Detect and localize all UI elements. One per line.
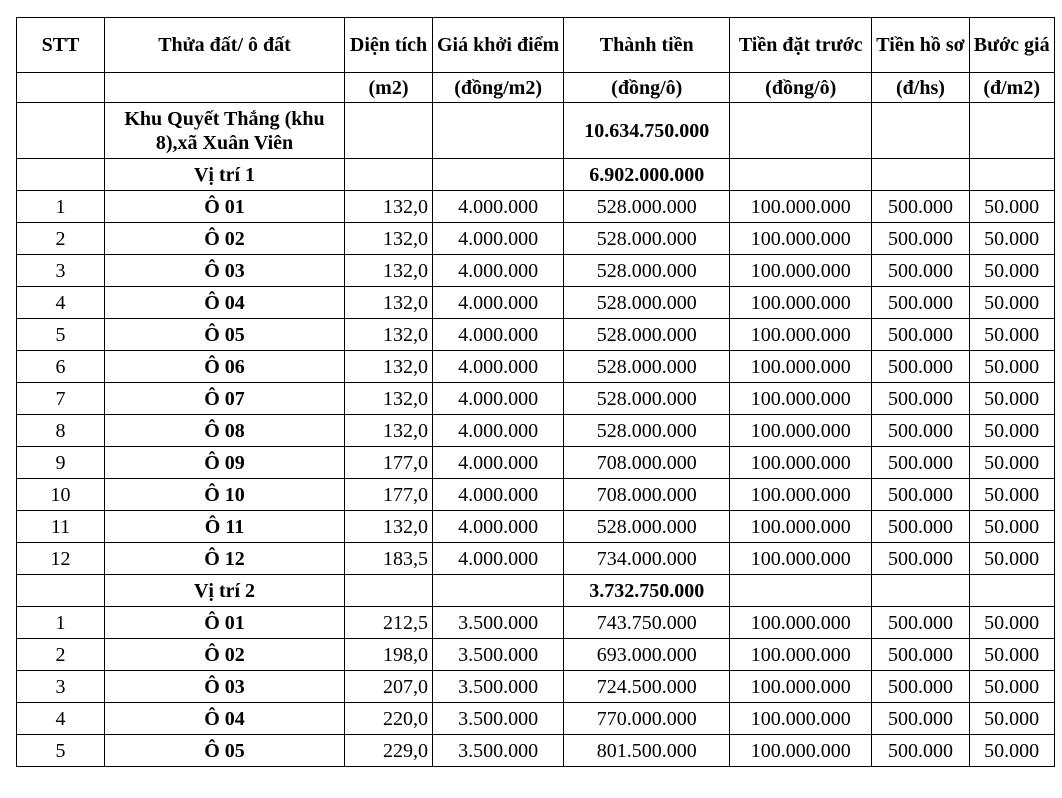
group-row <box>17 159 1055 191</box>
row-fee: 500.000 <box>872 543 970 575</box>
row-start-price: 4.000.000 <box>433 383 564 415</box>
row-deposit: 100.000.000 <box>730 447 872 479</box>
row-fee: 500.000 <box>872 607 970 639</box>
row-start-price: 4.000.000 <box>433 319 564 351</box>
row-deposit: 100.000.000 <box>730 415 872 447</box>
area-empty-cell <box>345 103 433 159</box>
row-area: 177,0 <box>345 479 433 511</box>
row-start-price: 4.000.000 <box>433 255 564 287</box>
row-amount: 528.000.000 <box>564 223 730 255</box>
unit-bid-step: (đ/m2) <box>969 73 1054 103</box>
row-bid-step: 50.000 <box>969 255 1054 287</box>
row-deposit: 100.000.000 <box>730 223 872 255</box>
table-row <box>17 671 1055 703</box>
unit-start-price: (đồng/m2) <box>433 73 564 103</box>
header-stt: STT <box>17 18 105 73</box>
row-start-price: 4.000.000 <box>433 351 564 383</box>
row-lot: Ô 04 <box>105 287 345 319</box>
row-stt: 5 <box>17 319 105 351</box>
row-bid-step: 50.000 <box>969 735 1054 767</box>
row-area: 212,5 <box>345 607 433 639</box>
row-amount: 693.000.000 <box>564 639 730 671</box>
row-bid-step: 50.000 <box>969 319 1054 351</box>
header-deposit: Tiền đặt trước <box>730 18 872 73</box>
row-deposit: 100.000.000 <box>730 191 872 223</box>
unit-amount: (đồng/ô) <box>564 73 730 103</box>
row-lot: Ô 02 <box>105 639 345 671</box>
row-start-price: 3.500.000 <box>433 671 564 703</box>
row-area: 177,0 <box>345 447 433 479</box>
row-amount: 528.000.000 <box>564 287 730 319</box>
row-bid-step: 50.000 <box>969 287 1054 319</box>
row-bid-step: 50.000 <box>969 479 1054 511</box>
row-stt: 4 <box>17 287 105 319</box>
row-fee: 500.000 <box>872 639 970 671</box>
header-row <box>17 18 1055 73</box>
row-amount: 528.000.000 <box>564 191 730 223</box>
row-amount: 528.000.000 <box>564 319 730 351</box>
group-empty-cell <box>433 575 564 607</box>
group-empty-cell <box>433 159 564 191</box>
row-area: 183,5 <box>345 543 433 575</box>
row-deposit: 100.000.000 <box>730 287 872 319</box>
area-row <box>17 103 1055 159</box>
row-bid-step: 50.000 <box>969 639 1054 671</box>
row-stt: 3 <box>17 255 105 287</box>
row-area: 132,0 <box>345 223 433 255</box>
row-lot: Ô 06 <box>105 351 345 383</box>
row-amount: 734.000.000 <box>564 543 730 575</box>
row-bid-step: 50.000 <box>969 543 1054 575</box>
row-lot: Ô 09 <box>105 447 345 479</box>
group-stt-cell <box>17 159 105 191</box>
row-deposit: 100.000.000 <box>730 383 872 415</box>
table-row <box>17 255 1055 287</box>
area-empty-cell <box>969 103 1054 159</box>
row-bid-step: 50.000 <box>969 511 1054 543</box>
row-bid-step: 50.000 <box>969 223 1054 255</box>
row-lot: Ô 05 <box>105 735 345 767</box>
row-fee: 500.000 <box>872 511 970 543</box>
group-empty-cell <box>345 575 433 607</box>
row-area: 229,0 <box>345 735 433 767</box>
area-name: Khu Quyết Thắng (khu 8),xã Xuân Viên <box>105 103 345 159</box>
area-empty-cell <box>433 103 564 159</box>
row-lot: Ô 03 <box>105 671 345 703</box>
group-row <box>17 575 1055 607</box>
area-empty-cell <box>730 103 872 159</box>
row-fee: 500.000 <box>872 255 970 287</box>
row-area: 207,0 <box>345 671 433 703</box>
row-fee: 500.000 <box>872 703 970 735</box>
row-deposit: 100.000.000 <box>730 255 872 287</box>
group-total: 3.732.750.000 <box>564 575 730 607</box>
group-empty-cell <box>969 575 1054 607</box>
table-row <box>17 607 1055 639</box>
row-stt: 1 <box>17 607 105 639</box>
row-area: 132,0 <box>345 415 433 447</box>
row-lot: Ô 08 <box>105 415 345 447</box>
row-bid-step: 50.000 <box>969 447 1054 479</box>
table-row <box>17 319 1055 351</box>
row-bid-step: 50.000 <box>969 415 1054 447</box>
row-lot: Ô 10 <box>105 479 345 511</box>
group-empty-cell <box>730 575 872 607</box>
row-bid-step: 50.000 <box>969 191 1054 223</box>
row-fee: 500.000 <box>872 479 970 511</box>
table-row <box>17 351 1055 383</box>
area-empty-cell <box>872 103 970 159</box>
table-row <box>17 639 1055 671</box>
table-row <box>17 223 1055 255</box>
row-stt: 1 <box>17 191 105 223</box>
row-start-price: 3.500.000 <box>433 735 564 767</box>
row-lot: Ô 01 <box>105 191 345 223</box>
row-start-price: 4.000.000 <box>433 415 564 447</box>
row-deposit: 100.000.000 <box>730 543 872 575</box>
row-start-price: 3.500.000 <box>433 639 564 671</box>
table-row <box>17 383 1055 415</box>
row-bid-step: 50.000 <box>969 607 1054 639</box>
row-area: 132,0 <box>345 383 433 415</box>
row-amount: 724.500.000 <box>564 671 730 703</box>
group-empty-cell <box>872 575 970 607</box>
row-stt: 10 <box>17 479 105 511</box>
row-deposit: 100.000.000 <box>730 735 872 767</box>
row-stt: 2 <box>17 223 105 255</box>
row-amount: 743.750.000 <box>564 607 730 639</box>
row-amount: 528.000.000 <box>564 415 730 447</box>
row-stt: 8 <box>17 415 105 447</box>
unit-stt <box>17 73 105 103</box>
group-empty-cell <box>345 159 433 191</box>
header-start-price: Giá khởi điểm <box>433 18 564 73</box>
unit-deposit: (đồng/ô) <box>730 73 872 103</box>
row-start-price: 4.000.000 <box>433 511 564 543</box>
row-stt: 11 <box>17 511 105 543</box>
row-stt: 4 <box>17 703 105 735</box>
row-deposit: 100.000.000 <box>730 319 872 351</box>
row-start-price: 4.000.000 <box>433 223 564 255</box>
row-start-price: 4.000.000 <box>433 287 564 319</box>
row-fee: 500.000 <box>872 735 970 767</box>
unit-lot <box>105 73 345 103</box>
row-fee: 500.000 <box>872 223 970 255</box>
row-amount: 528.000.000 <box>564 383 730 415</box>
row-amount: 708.000.000 <box>564 447 730 479</box>
row-stt: 2 <box>17 639 105 671</box>
header-bid-step: Bước giá <box>969 18 1054 73</box>
table-row <box>17 543 1055 575</box>
row-lot: Ô 03 <box>105 255 345 287</box>
row-fee: 500.000 <box>872 191 970 223</box>
row-deposit: 100.000.000 <box>730 511 872 543</box>
group-stt-cell <box>17 575 105 607</box>
row-stt: 9 <box>17 447 105 479</box>
row-amount: 528.000.000 <box>564 511 730 543</box>
row-area: 132,0 <box>345 511 433 543</box>
group-name: Vị trí 2 <box>105 575 345 607</box>
row-lot: Ô 05 <box>105 319 345 351</box>
area-total: 10.634.750.000 <box>564 103 730 159</box>
row-fee: 500.000 <box>872 287 970 319</box>
row-amount: 770.000.000 <box>564 703 730 735</box>
row-fee: 500.000 <box>872 447 970 479</box>
table-row <box>17 735 1055 767</box>
row-stt: 12 <box>17 543 105 575</box>
row-lot: Ô 07 <box>105 383 345 415</box>
row-area: 198,0 <box>345 639 433 671</box>
row-amount: 528.000.000 <box>564 255 730 287</box>
row-bid-step: 50.000 <box>969 351 1054 383</box>
row-stt: 6 <box>17 351 105 383</box>
row-area: 132,0 <box>345 351 433 383</box>
auction-price-table <box>16 17 1055 767</box>
header-lot: Thửa đất/ ô đất <box>105 18 345 73</box>
header-amount: Thành tiền <box>564 18 730 73</box>
row-deposit: 100.000.000 <box>730 351 872 383</box>
row-bid-step: 50.000 <box>969 703 1054 735</box>
row-deposit: 100.000.000 <box>730 607 872 639</box>
group-empty-cell <box>730 159 872 191</box>
unit-area: (m2) <box>345 73 433 103</box>
table-row <box>17 479 1055 511</box>
row-amount: 708.000.000 <box>564 479 730 511</box>
area-stt-cell <box>17 103 105 159</box>
row-start-price: 4.000.000 <box>433 543 564 575</box>
table-row <box>17 191 1055 223</box>
row-start-price: 4.000.000 <box>433 191 564 223</box>
row-stt: 5 <box>17 735 105 767</box>
row-lot: Ô 12 <box>105 543 345 575</box>
table-row <box>17 287 1055 319</box>
row-amount: 528.000.000 <box>564 351 730 383</box>
row-area: 220,0 <box>345 703 433 735</box>
row-lot: Ô 04 <box>105 703 345 735</box>
row-area: 132,0 <box>345 319 433 351</box>
row-fee: 500.000 <box>872 319 970 351</box>
row-stt: 3 <box>17 671 105 703</box>
row-deposit: 100.000.000 <box>730 479 872 511</box>
group-name: Vị trí 1 <box>105 159 345 191</box>
units-row <box>17 73 1055 103</box>
unit-fee: (đ/hs) <box>872 73 970 103</box>
row-deposit: 100.000.000 <box>730 671 872 703</box>
group-total: 6.902.000.000 <box>564 159 730 191</box>
row-start-price: 3.500.000 <box>433 607 564 639</box>
row-lot: Ô 01 <box>105 607 345 639</box>
header-area: Diện tích <box>345 18 433 73</box>
row-fee: 500.000 <box>872 383 970 415</box>
row-area: 132,0 <box>345 287 433 319</box>
group-empty-cell <box>969 159 1054 191</box>
row-lot: Ô 02 <box>105 223 345 255</box>
group-empty-cell <box>872 159 970 191</box>
row-fee: 500.000 <box>872 415 970 447</box>
row-start-price: 4.000.000 <box>433 479 564 511</box>
row-stt: 7 <box>17 383 105 415</box>
table-row <box>17 447 1055 479</box>
row-deposit: 100.000.000 <box>730 639 872 671</box>
row-deposit: 100.000.000 <box>730 703 872 735</box>
row-amount: 801.500.000 <box>564 735 730 767</box>
row-lot: Ô 11 <box>105 511 345 543</box>
row-fee: 500.000 <box>872 351 970 383</box>
table-row <box>17 415 1055 447</box>
row-start-price: 3.500.000 <box>433 703 564 735</box>
row-start-price: 4.000.000 <box>433 447 564 479</box>
header-fee: Tiền hồ sơ <box>872 18 970 73</box>
row-fee: 500.000 <box>872 671 970 703</box>
row-area: 132,0 <box>345 191 433 223</box>
row-area: 132,0 <box>345 255 433 287</box>
row-bid-step: 50.000 <box>969 671 1054 703</box>
table-row <box>17 703 1055 735</box>
row-bid-step: 50.000 <box>969 383 1054 415</box>
table-row <box>17 511 1055 543</box>
